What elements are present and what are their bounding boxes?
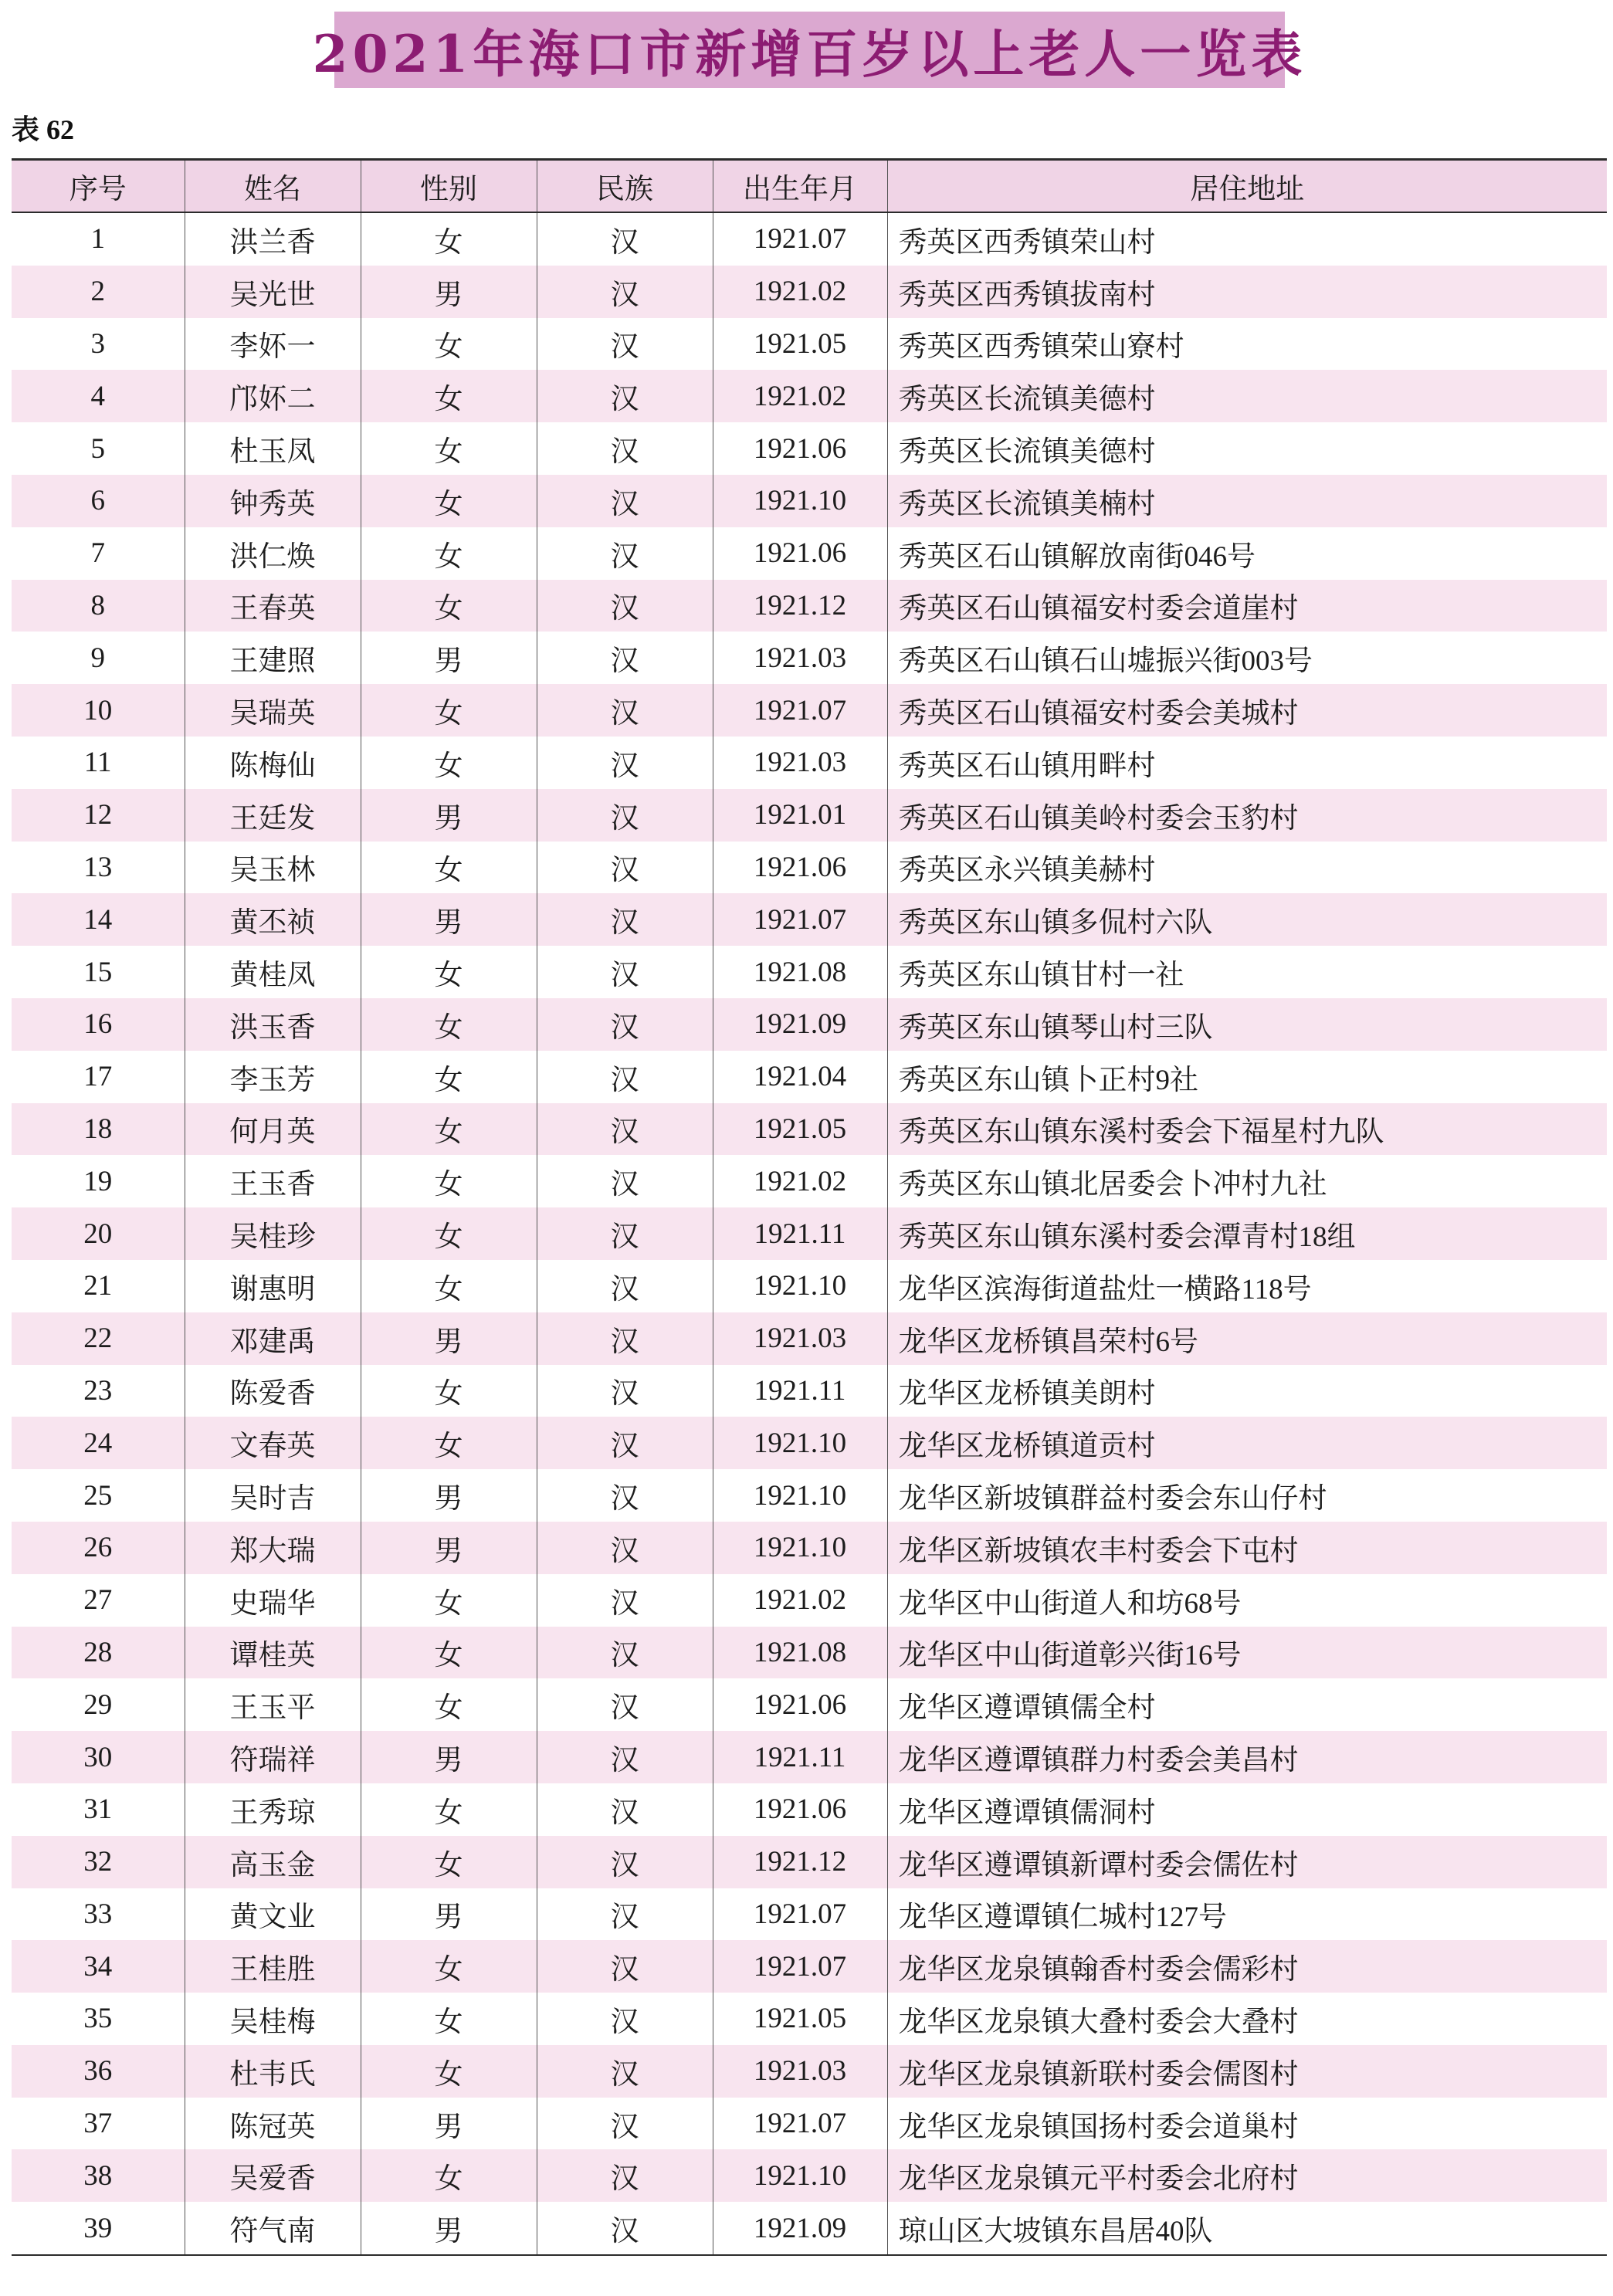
seq-cell: 5 [90, 432, 105, 465]
birth-date-cell: 1921.02 [713, 370, 887, 422]
name-cell: 洪玉香 [185, 998, 361, 1051]
gender-cell: 女 [361, 1417, 537, 1469]
table-row [12, 1678, 1607, 1731]
seq-cell: 8 [12, 580, 185, 632]
column-header-seq: 序号 [12, 160, 185, 213]
address-cell: 秀英区长流镇美德村 [887, 422, 1607, 475]
address-cell: 秀英区石山镇用畔村 [887, 737, 1607, 789]
name-cell: 王春英 [185, 580, 361, 632]
address-cell: 秀英区东山镇卜正村9社 [887, 1051, 1607, 1103]
table-row [12, 2149, 1607, 2202]
table-row [12, 1888, 1607, 1941]
address-cell: 秀英区石山镇美岭村委会玉豹村 [887, 789, 1607, 842]
table-row [12, 1627, 1607, 1679]
name-cell: 王廷发 [185, 789, 361, 842]
seq-cell: 31 [83, 1793, 113, 1826]
table-row [12, 998, 1607, 1051]
name-cell: 史瑞华 [185, 1574, 361, 1627]
address-cell: 秀英区东山镇东溪村委会下福星村九队 [887, 1103, 1607, 1156]
seq-cell: 37 [83, 2108, 113, 2140]
birth-date-cell: 1921.07 [713, 1940, 887, 1993]
birth-date-cell: 1921.05 [713, 318, 887, 371]
ethnicity-cell: 汉 [537, 842, 713, 894]
name-cell: 高玉金 [185, 1836, 361, 1888]
address-cell: 秀英区西秀镇荣山寮村 [887, 318, 1607, 371]
ethnicity-cell: 汉 [537, 475, 713, 527]
ethnicity-cell: 汉 [537, 318, 713, 371]
name-cell: 吴桂梅 [185, 1993, 361, 2045]
name-cell: 王玉香 [185, 1155, 361, 1207]
column-header-name: 姓名 [185, 160, 361, 213]
seq-cell: 15 [83, 956, 113, 988]
seq-cell: 38 [12, 2149, 185, 2202]
address-cell: 秀英区东山镇多侃村六队 [887, 893, 1607, 946]
table-row [12, 1103, 1607, 1156]
ethnicity-cell: 汉 [537, 2098, 713, 2150]
ethnicity-cell: 汉 [537, 422, 713, 475]
address-cell: 龙华区龙桥镇美朗村 [887, 1365, 1607, 1417]
gender-cell: 女 [361, 946, 537, 998]
ethnicity-cell: 汉 [537, 1365, 713, 1417]
gender-cell: 男 [361, 893, 537, 946]
seq-cell: 27 [83, 1584, 113, 1617]
name-cell: 吴玉林 [185, 842, 361, 894]
address-cell: 秀英区长流镇美楠村 [887, 475, 1607, 527]
table-row [12, 318, 1607, 371]
name-cell: 谭桂英 [185, 1627, 361, 1679]
birth-date-cell: 1921.06 [713, 842, 887, 894]
birth-date-cell: 1921.11 [713, 1207, 887, 1260]
birth-date-cell: 1921.10 [713, 1417, 887, 1469]
birth-date-cell: 1921.08 [713, 1627, 887, 1679]
seq-cell: 4 [12, 370, 185, 422]
name-cell: 钟秀英 [185, 475, 361, 527]
page-title: 2021年海口市新增百岁以上老人一览表 [312, 24, 1307, 84]
table-row [12, 266, 1607, 318]
name-cell: 吴桂珍 [185, 1207, 361, 1260]
seq-cell: 2 [12, 266, 185, 318]
address-cell: 秀英区西秀镇荣山村 [887, 212, 1607, 266]
seq-cell: 1 [90, 223, 105, 256]
birth-date-cell: 1921.03 [713, 632, 887, 684]
table-row [12, 737, 1607, 789]
ethnicity-cell: 汉 [537, 632, 713, 684]
ethnicity-cell: 汉 [537, 212, 713, 266]
birth-date-cell: 1921.08 [713, 946, 887, 998]
birth-date-cell: 1921.11 [713, 1731, 887, 1783]
address-cell: 龙华区遵谭镇儒全村 [887, 1678, 1607, 1731]
table-row [12, 1940, 1607, 1993]
seq-cell: 25 [83, 1479, 113, 1512]
gender-cell: 女 [361, 2045, 537, 2098]
seq-cell: 12 [12, 789, 185, 842]
birth-date-cell: 1921.06 [713, 1678, 887, 1731]
ethnicity-cell: 汉 [537, 1312, 713, 1365]
ethnicity-cell: 汉 [537, 893, 713, 946]
ethnicity-cell: 汉 [537, 2202, 713, 2255]
elderly-list-table [12, 158, 1607, 2256]
ethnicity-cell: 汉 [537, 2149, 713, 2202]
table-row [12, 422, 1607, 475]
ethnicity-cell: 汉 [537, 1836, 713, 1888]
birth-date-cell: 1921.12 [713, 1836, 887, 1888]
seq-cell: 39 [12, 2202, 185, 2255]
ethnicity-cell: 汉 [537, 946, 713, 998]
address-cell: 秀英区石山镇福安村委会道崖村 [887, 580, 1607, 632]
address-cell: 龙华区龙桥镇昌荣村6号 [887, 1312, 1607, 1365]
birth-date-cell: 1921.07 [713, 893, 887, 946]
name-cell: 王玉平 [185, 1678, 361, 1731]
name-cell: 吴瑞英 [185, 684, 361, 737]
table-row [12, 527, 1607, 580]
ethnicity-cell: 汉 [537, 1522, 713, 1574]
gender-cell: 男 [361, 2098, 537, 2150]
ethnicity-cell: 汉 [537, 1051, 713, 1103]
table-row [12, 1574, 1607, 1627]
table-caption: 表 62 [12, 114, 75, 145]
gender-cell: 女 [361, 422, 537, 475]
ethnicity-cell: 汉 [537, 1783, 713, 1836]
birth-date-cell: 1921.01 [713, 789, 887, 842]
ethnicity-cell: 汉 [537, 527, 713, 580]
name-cell: 洪仁焕 [185, 527, 361, 580]
seq-cell: 3 [90, 327, 105, 360]
birth-date-cell: 1921.05 [713, 1993, 887, 2045]
ethnicity-cell: 汉 [537, 1731, 713, 1783]
address-cell: 秀英区东山镇甘村一社 [887, 946, 1607, 998]
ethnicity-cell: 汉 [537, 2045, 713, 2098]
ethnicity-cell: 汉 [537, 266, 713, 318]
ethnicity-cell: 汉 [537, 737, 713, 789]
birth-date-cell: 1921.10 [713, 1260, 887, 1312]
address-cell: 龙华区龙泉镇新联村委会儒图村 [887, 2045, 1607, 2098]
column-header-address: 居住地址 [887, 160, 1607, 213]
seq-cell: 22 [12, 1312, 185, 1365]
ethnicity-cell: 汉 [537, 1417, 713, 1469]
gender-cell: 女 [361, 475, 537, 527]
table-header [12, 160, 1607, 213]
ethnicity-cell: 汉 [537, 1574, 713, 1627]
seq-cell: 19 [83, 1165, 113, 1197]
ethnicity-cell: 汉 [537, 1940, 713, 1993]
ethnicity-cell: 汉 [537, 1627, 713, 1679]
gender-cell: 男 [361, 632, 537, 684]
name-cell: 邝妚二 [185, 370, 361, 422]
gender-cell: 女 [361, 998, 537, 1051]
gender-cell: 男 [361, 266, 537, 318]
seq-cell: 32 [12, 1836, 185, 1888]
address-cell: 龙华区滨海街道盐灶一横路118号 [887, 1260, 1607, 1312]
birth-date-cell: 1921.03 [713, 1312, 887, 1365]
address-cell: 秀英区石山镇解放南街046号 [887, 527, 1607, 580]
birth-date-cell: 1921.10 [713, 2149, 887, 2202]
name-cell: 王桂胜 [185, 1940, 361, 1993]
name-cell: 杜韦氏 [185, 2045, 361, 2098]
gender-cell: 女 [361, 737, 537, 789]
address-cell: 龙华区遵谭镇儒洞村 [887, 1783, 1607, 1836]
seq-cell: 16 [12, 998, 185, 1051]
name-cell: 洪兰香 [185, 212, 361, 266]
address-cell: 秀英区西秀镇拔南村 [887, 266, 1607, 318]
table-header-row [12, 160, 1607, 213]
birth-date-cell: 1921.09 [713, 998, 887, 1051]
address-cell: 龙华区遵谭镇新谭村委会儒佐村 [887, 1836, 1607, 1888]
table-row [12, 1993, 1607, 2045]
name-cell: 吴光世 [185, 266, 361, 318]
seq-cell: 7 [90, 537, 105, 570]
name-cell: 邓建禹 [185, 1312, 361, 1365]
title-banner [312, 12, 1307, 88]
address-cell: 秀英区石山镇福安村委会美城村 [887, 684, 1607, 737]
birth-date-cell: 1921.10 [713, 1522, 887, 1574]
ethnicity-cell: 汉 [537, 1678, 713, 1731]
address-cell: 龙华区龙桥镇道贡村 [887, 1417, 1607, 1469]
gender-cell: 男 [361, 1731, 537, 1783]
table-row [12, 1469, 1607, 1522]
name-cell: 吴时吉 [185, 1469, 361, 1522]
seq-cell: 26 [12, 1522, 185, 1574]
gender-cell: 女 [361, 1260, 537, 1312]
table-row [12, 2202, 1607, 2255]
seq-cell: 35 [83, 2003, 113, 2035]
gender-cell: 女 [361, 684, 537, 737]
birth-date-cell: 1921.04 [713, 1051, 887, 1103]
name-cell: 文春英 [185, 1417, 361, 1469]
birth-date-cell: 1921.10 [713, 1469, 887, 1522]
address-cell: 龙华区龙泉镇大叠村委会大叠村 [887, 1993, 1607, 2045]
seq-cell: 17 [83, 1061, 113, 1093]
table-row [12, 475, 1607, 527]
birth-date-cell: 1921.11 [713, 1365, 887, 1417]
seq-cell: 23 [83, 1374, 113, 1407]
seq-cell: 36 [12, 2045, 185, 2098]
seq-cell: 34 [12, 1940, 185, 1993]
name-cell: 黄丕祯 [185, 893, 361, 946]
seq-cell: 10 [12, 684, 185, 737]
address-cell: 龙华区龙泉镇元平村委会北府村 [887, 2149, 1607, 2202]
birth-date-cell: 1921.03 [713, 737, 887, 789]
address-cell: 秀英区长流镇美德村 [887, 370, 1607, 422]
address-cell: 龙华区新坡镇农丰村委会下屯村 [887, 1522, 1607, 1574]
seq-cell: 13 [83, 851, 113, 883]
seq-cell: 21 [83, 1270, 113, 1302]
gender-cell: 女 [361, 1574, 537, 1627]
name-cell: 郑大瑞 [185, 1522, 361, 1574]
table-row [12, 946, 1607, 998]
address-cell: 秀英区永兴镇美赫村 [887, 842, 1607, 894]
gender-cell: 男 [361, 1312, 537, 1365]
address-cell: 龙华区新坡镇群益村委会东山仔村 [887, 1469, 1607, 1522]
gender-cell: 女 [361, 1051, 537, 1103]
seq-cell: 29 [83, 1688, 113, 1721]
address-cell: 龙华区遵谭镇群力村委会美昌村 [887, 1731, 1607, 1783]
name-cell: 陈爱香 [185, 1365, 361, 1417]
table-row [12, 2098, 1607, 2150]
ethnicity-cell: 汉 [537, 1103, 713, 1156]
name-cell: 符瑞祥 [185, 1731, 361, 1783]
birth-date-cell: 1921.07 [713, 684, 887, 737]
name-cell: 吴爱香 [185, 2149, 361, 2202]
table-row [12, 684, 1607, 737]
ethnicity-cell: 汉 [537, 370, 713, 422]
gender-cell: 男 [361, 789, 537, 842]
table-row [12, 2045, 1607, 2098]
ethnicity-cell: 汉 [537, 684, 713, 737]
table-row [12, 1155, 1607, 1207]
name-cell: 黄文业 [185, 1888, 361, 1941]
ethnicity-cell: 汉 [537, 580, 713, 632]
birth-date-cell: 1921.10 [713, 475, 887, 527]
gender-cell: 女 [361, 2149, 537, 2202]
gender-cell: 女 [361, 1940, 537, 1993]
gender-cell: 男 [361, 1522, 537, 1574]
name-cell: 谢惠明 [185, 1260, 361, 1312]
seq-cell: 33 [83, 1898, 113, 1930]
seq-cell: 6 [12, 475, 185, 527]
gender-cell: 女 [361, 1627, 537, 1679]
address-cell: 龙华区龙泉镇国扬村委会道巢村 [887, 2098, 1607, 2150]
seq-cell: 14 [12, 893, 185, 946]
ethnicity-cell: 汉 [537, 1469, 713, 1522]
seq-cell: 11 [83, 747, 112, 779]
address-cell: 龙华区中山街道彰兴街16号 [887, 1627, 1607, 1679]
address-cell: 龙华区龙泉镇翰香村委会儒彩村 [887, 1940, 1607, 1993]
table-row [12, 212, 1607, 266]
ethnicity-cell: 汉 [537, 1155, 713, 1207]
table-body [12, 212, 1607, 2255]
table-row [12, 1836, 1607, 1888]
table-row [12, 1417, 1607, 1469]
gender-cell: 女 [361, 1678, 537, 1731]
name-cell: 杜玉凤 [185, 422, 361, 475]
seq-cell: 30 [12, 1731, 185, 1783]
gender-cell: 女 [361, 1155, 537, 1207]
ethnicity-cell: 汉 [537, 1260, 713, 1312]
birth-date-cell: 1921.02 [713, 1574, 887, 1627]
gender-cell: 女 [361, 1365, 537, 1417]
gender-cell: 男 [361, 2202, 537, 2255]
address-cell: 秀英区东山镇琴山村三队 [887, 998, 1607, 1051]
birth-date-cell: 1921.05 [713, 1103, 887, 1156]
table-row [12, 580, 1607, 632]
name-cell: 王建照 [185, 632, 361, 684]
birth-date-cell: 1921.06 [713, 422, 887, 475]
gender-cell: 女 [361, 1836, 537, 1888]
seq-cell: 9 [90, 642, 105, 674]
name-cell: 李妚一 [185, 318, 361, 371]
birth-date-cell: 1921.03 [713, 2045, 887, 2098]
column-header-birth-date: 出生年月 [713, 160, 887, 213]
seq-cell: 20 [12, 1207, 185, 1260]
ethnicity-cell: 汉 [537, 998, 713, 1051]
table-row [12, 1260, 1607, 1312]
gender-cell: 女 [361, 1783, 537, 1836]
name-cell: 符气南 [185, 2202, 361, 2255]
name-cell: 王秀琼 [185, 1783, 361, 1836]
table-row [12, 1783, 1607, 1836]
address-cell: 秀英区石山镇石山墟振兴街003号 [887, 632, 1607, 684]
gender-cell: 女 [361, 527, 537, 580]
table-row [12, 893, 1607, 946]
address-cell: 秀英区东山镇北居委会卜冲村九社 [887, 1155, 1607, 1207]
birth-date-cell: 1921.12 [713, 580, 887, 632]
address-cell: 龙华区遵谭镇仁城村127号 [887, 1888, 1607, 1941]
column-header-ethnicity: 民族 [537, 160, 713, 213]
gender-cell: 女 [361, 370, 537, 422]
gender-cell: 女 [361, 580, 537, 632]
seq-cell: 18 [12, 1103, 185, 1156]
gender-cell: 男 [361, 1469, 537, 1522]
ethnicity-cell: 汉 [537, 789, 713, 842]
gender-cell: 男 [361, 1888, 537, 1941]
table-row [12, 789, 1607, 842]
birth-date-cell: 1921.02 [713, 266, 887, 318]
name-cell: 李玉芳 [185, 1051, 361, 1103]
gender-cell: 女 [361, 1103, 537, 1156]
seq-cell: 24 [12, 1417, 185, 1469]
table-row [12, 1207, 1607, 1260]
gender-cell: 女 [361, 1993, 537, 2045]
name-cell: 黄桂凤 [185, 946, 361, 998]
table-row [12, 1312, 1607, 1365]
table-row [12, 370, 1607, 422]
gender-cell: 女 [361, 842, 537, 894]
birth-date-cell: 1921.02 [713, 1155, 887, 1207]
ethnicity-cell: 汉 [537, 1888, 713, 1941]
table-row [12, 1365, 1607, 1417]
birth-date-cell: 1921.06 [713, 527, 887, 580]
table-row [12, 1522, 1607, 1574]
name-cell: 陈冠英 [185, 2098, 361, 2150]
birth-date-cell: 1921.07 [713, 2098, 887, 2150]
table-row [12, 842, 1607, 894]
gender-cell: 女 [361, 212, 537, 266]
ethnicity-cell: 汉 [537, 1207, 713, 1260]
birth-date-cell: 1921.09 [713, 2202, 887, 2255]
gender-cell: 女 [361, 1207, 537, 1260]
birth-date-cell: 1921.07 [713, 1888, 887, 1941]
ethnicity-cell: 汉 [537, 1993, 713, 2045]
table-row [12, 1731, 1607, 1783]
birth-date-cell: 1921.06 [713, 1783, 887, 1836]
birth-date-cell: 1921.07 [713, 212, 887, 266]
gender-cell: 女 [361, 318, 537, 371]
address-cell: 琼山区大坡镇东昌居40队 [887, 2202, 1607, 2255]
column-header-gender: 性别 [361, 160, 537, 213]
name-cell: 何月英 [185, 1103, 361, 1156]
address-cell: 秀英区东山镇东溪村委会潭青村18组 [887, 1207, 1607, 1260]
table-row [12, 632, 1607, 684]
seq-cell: 28 [12, 1627, 185, 1679]
address-cell: 龙华区中山街道人和坊68号 [887, 1574, 1607, 1627]
name-cell: 陈梅仙 [185, 737, 361, 789]
table-row [12, 1051, 1607, 1103]
